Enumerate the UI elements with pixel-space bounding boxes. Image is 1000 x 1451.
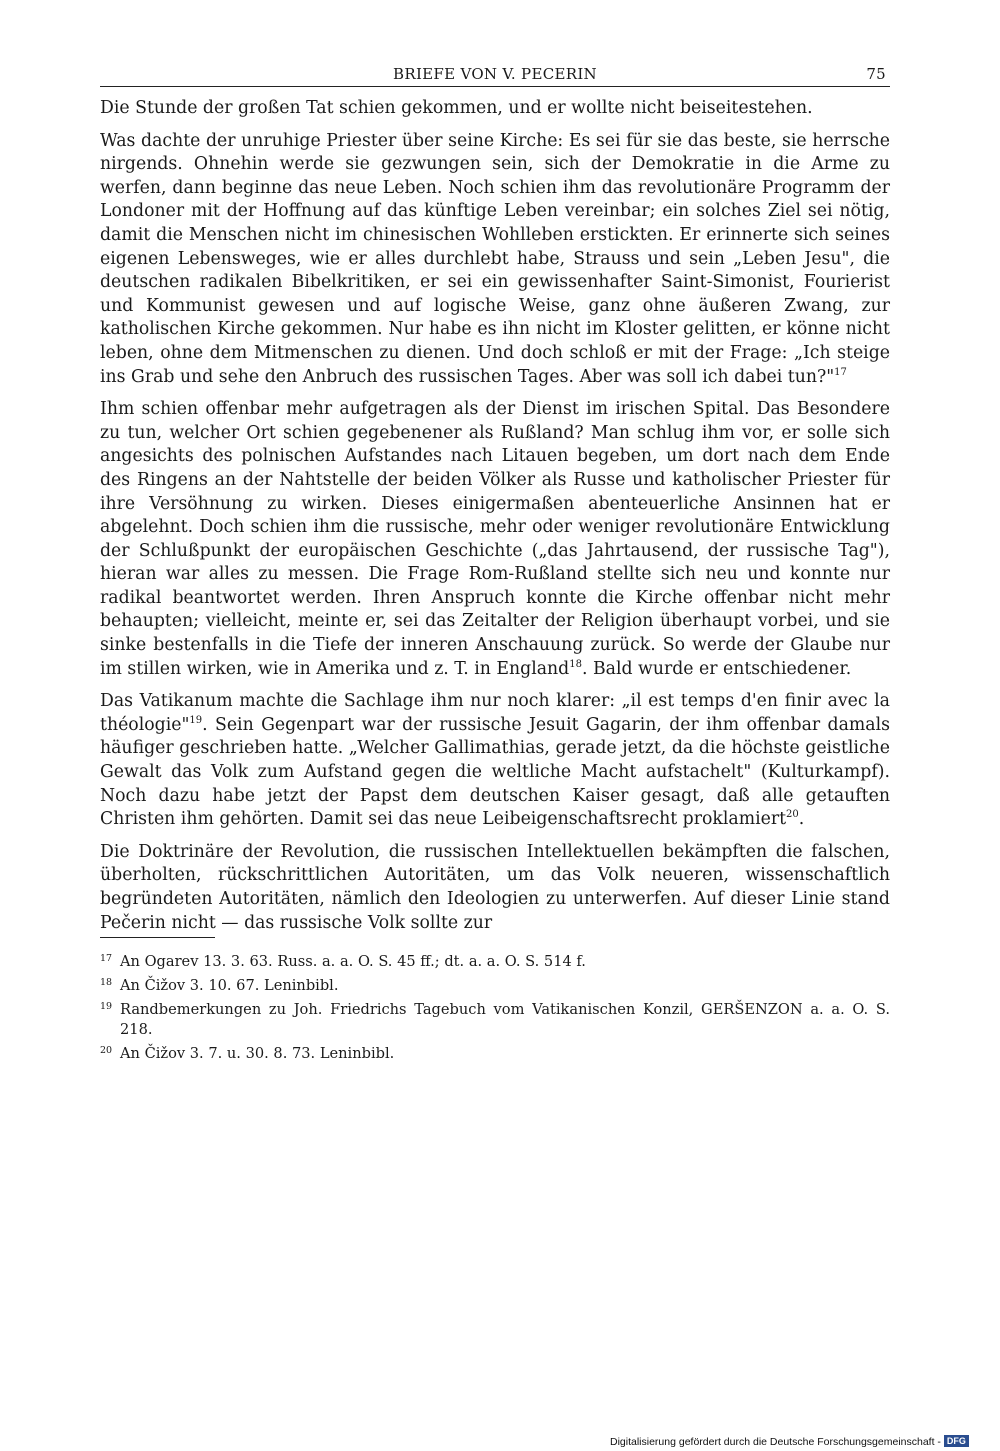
footnote-ref: 20: [786, 809, 799, 821]
footnote-divider: [100, 937, 215, 938]
footnote-text: An Čižov 3. 7. u. 30. 8. 73. Leninbibl.: [120, 1045, 395, 1063]
footnote: 17 An Ogarev 13. 3. 63. Russ. a. a. O. S. 45 ff.; dt. a. a. O. S. 514 f.: [100, 953, 586, 971]
funding-note: [610, 1435, 969, 1448]
body-text: [100, 97, 890, 935]
paragraph-text: Die Stunde der großen Tat schien gekommen, und er wollte nicht beiseitestehen.: [100, 98, 813, 118]
running-header: [100, 62, 890, 87]
footnote: 19 Randbemerkungen zu Joh. Friedrichs Tagebuch vom Vatikanischen Konzil, GERŠENZON a. a. O. S. 218.: [100, 1001, 890, 1039]
paragraph-text-tail: . Sein Gegenpart war der russische Jesuit Gagarin, der ihm offenbar damals häufiger geschrieben hatte. „Welcher Gallimathias, gerade jetzt, da die höchste geistliche Gewalt das Volk zum Aufstand gegen die weltliche Macht aufstachelt" (Kulturkampf). Noch dazu habe jetzt der Papst dem deutschen Kaiser gesagt, daß alle getauften Christen ihm gehörten. Damit sei das neue Leibeigenschaftsrecht proklamiert: [100, 714, 890, 830]
footnote-text: An Ogarev 13. 3. 63. Russ. a. a. O. S. 45 ff.; dt. a. a. O. S. 514 f.: [120, 953, 586, 971]
book-page: [100, 62, 890, 1068]
paragraph-text: Ihm schien offenbar mehr aufgetragen als der Dienst im irischen Spital. Das Besondere zu tun, welcher Ort schien gegebenener als Rußland? Man schlug ihm vor, er solle sich angesichts des polnischen Aufstandes nach Litauen begeben, um dort nach dem Ende des Ringens an der Nahtstelle der beiden Völker als Russe und katholischer Priester für ihre Versöhnung zu wirken. Dieses einigermaßen abenteuerliche Ansinnen hat er abgelehnt. Doch schien ihm die russische, mehr oder weniger revolutionäre Entwicklung der Schlußpunkt der europäischen Geschichte („das Jahrtausend, der russische Tag"), hieran war alles zu messen. Die Frage Rom-Rußland stellte sich neu und konnte nur radikal beantwortet werden. Ihren Anspruch konnte die Kirche offenbar nicht mehr behaupten; vielleicht, meinte er, sei das Zeitalter der Religion überhaupt vorbei, und sie sinke bestenfalls in die Tiefe der inneren Anschauung zurück. So werde der Glaube nur im stillen wirken, wie in Amerika und z. T. in England: [100, 399, 890, 679]
running-title: BRIEFE VON V. PECERIN: [393, 65, 597, 83]
footnote-ref: 18: [569, 658, 582, 670]
footnote-text: Randbemerkungen zu Joh. Friedrichs Tagebuch vom Vatikanischen Konzil, GERŠENZON a. a. O. S. 218.: [120, 1001, 890, 1039]
paragraph: [100, 130, 890, 390]
page-number: 75: [866, 65, 886, 83]
footnote-ref: 17: [834, 366, 847, 378]
paragraph-text: Das Vatikanum machte die Sachlage ihm nur noch klarer: „il est temps d'en finir avec la théologie": [100, 691, 890, 735]
paragraph: [100, 398, 890, 681]
paragraph-text-tail: .: [798, 809, 805, 830]
paragraph: [100, 690, 890, 832]
footnote: 20 An Čižov 3. 7. u. 30. 8. 73. Leninbibl.: [100, 1045, 395, 1063]
footnote-text: An Čižov 3. 10. 67. Leninbibl.: [120, 977, 339, 995]
funding-text: Digitalisierung gefördert durch die Deutsche Forschungsgemeinschaft -: [610, 1436, 941, 1448]
paragraph-text: Die Doktrinäre der Revolution, die russischen Intellektuellen bekämpften die falschen, überholten, rückschrittlichen Autoritäten, um das Volk neueren, wissenschaftlich begründeten Autoritäten, nämlich den Ideologien zu unterwerfen. Auf dieser Linie stand Pečerin nicht — das russische Volk sollte zur: [100, 841, 890, 933]
paragraph-text-tail: . Bald wurde er entschiedener.: [581, 658, 852, 679]
footnotes: [100, 952, 890, 1064]
footnote: 18 An Čižov 3. 10. 67. Leninbibl.: [100, 977, 339, 995]
dfg-logo: DFG: [944, 1435, 969, 1447]
paragraph-text: Was dachte der unruhige Priester über seine Kirche: Es sei für sie das beste, sie herrsche nirgends. Ohnehin werde sie gezwungen sein, sich der Demokratie in die Arme zu werfen, dann beginne das neue Leben. Noch schien ihm das revolutionäre Programm der Londoner mit der Hoffnung auf das künftige Leben vereinbar; ein solches Ziel sei nötig, damit die Menschen nicht im chinesischen Wohlleben erstickten. Er erinnerte sich seines eigenen Lebensweges, wie er alles durchlebt habe, Strauss und sein „Leben Jesu", die deutschen radikalen Bibelkritiken, er sei ein gewissenhafter Saint-Simonist, Fourierist und Kommunist gewesen und auf logische Weise, ganz ohne äußeren Zwang, zur katholischen Kirche gekommen. Nur habe es ihn nicht im Kloster gelitten, er könne nicht leben, ohne dem Mitmenschen zu dienen. Und doch schloß er mit der Frage: „Ich steige ins Grab und sehe den Anbruch des russischen Tages. Aber was soll ich dabei tun?": [100, 130, 890, 387]
footnote-ref: 19: [189, 714, 203, 726]
paragraph: [100, 97, 890, 121]
paragraph: [100, 841, 890, 935]
